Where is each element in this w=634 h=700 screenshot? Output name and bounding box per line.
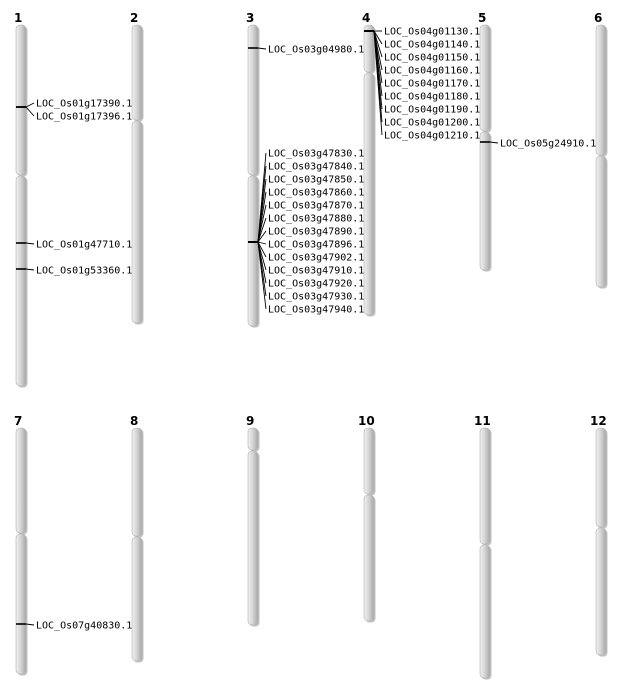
gene-label: LOC_Os01g53360.1: [36, 265, 133, 277]
gene-label: LOC_Os03g47850.1: [268, 174, 365, 186]
chromosome-6: [594, 11, 608, 289]
chromosome-arm-short: [248, 428, 258, 450]
gene-label: LOC_Os03g04980.1: [268, 44, 365, 56]
gene-label: LOC_Os04g01180.1: [384, 91, 481, 103]
gene-label: LOC_Os04g01190.1: [384, 104, 481, 116]
gene-label: LOC_Os04g01200.1: [384, 117, 481, 129]
gene-label: LOC_Os03g47870.1: [268, 200, 365, 212]
chromosome-arm-long: [16, 176, 26, 386]
chromosome-label: 2: [130, 11, 139, 25]
chromosome-2: [130, 11, 144, 325]
chromosome-arm-long: [480, 545, 490, 678]
chromosome-arm-long: [16, 534, 26, 674]
chromosome-10: [358, 414, 376, 623]
chromosome-label: 11: [474, 414, 491, 428]
gene-label: LOC_Os07g40830.1: [36, 620, 133, 632]
chromosome-arm-long: [248, 451, 258, 625]
gene-label: LOC_Os04g01160.1: [384, 65, 481, 77]
chromosome-arm-long: [480, 132, 490, 270]
gene-label: LOC_Os04g01210.1: [384, 130, 481, 142]
gene-label: LOC_Os04g01130.1: [384, 26, 481, 38]
chromosome-12: [590, 414, 608, 657]
chromosome-arm-short: [480, 428, 490, 544]
chromosome-11: [474, 414, 492, 680]
chromosome-label: 12: [590, 414, 607, 428]
chromosome-arm-short: [364, 25, 374, 72]
chromosome-arm-long: [596, 528, 606, 655]
gene-label: LOC_Os01g17396.1: [36, 111, 133, 123]
chromosome-arm-long: [248, 176, 258, 326]
chromosome-arm-long: [132, 121, 142, 323]
gene-label: LOC_Os01g47710.1: [36, 239, 133, 251]
gene-label: LOC_Os03g47930.1: [268, 291, 365, 303]
chromosome-label: 4: [362, 11, 371, 25]
chromosome-arm-long: [364, 495, 374, 621]
gene-label: LOC_Os04g01140.1: [384, 39, 481, 51]
gene-label: LOC_Os03g47860.1: [268, 187, 365, 199]
gene-label: LOC_Os03g47880.1: [268, 213, 365, 225]
chromosome-arm-short: [132, 428, 142, 536]
chromosome-label: 10: [358, 414, 375, 428]
chromosome-label: 5: [478, 11, 487, 25]
gene-label: LOC_Os03g47902.1: [268, 252, 365, 264]
gene-label: LOC_Os03g47890.1: [268, 226, 365, 238]
chromosome-label: 6: [594, 11, 603, 25]
chromosome-arm-long: [596, 156, 606, 287]
gene-label: LOC_Os03g47896.1: [268, 239, 365, 251]
chromosome-arm-short: [480, 25, 490, 131]
chromosome-arm-short: [596, 25, 606, 155]
chromosome-arm-short: [16, 25, 26, 175]
chromosome-arm-long: [364, 73, 374, 315]
chromosome-arm-short: [132, 25, 142, 120]
gene-label: LOC_Os04g01150.1: [384, 52, 481, 64]
chromosome-arm-short: [364, 428, 374, 494]
gene-label: LOC_Os03g47830.1: [268, 148, 365, 160]
chromosome-label: 9: [246, 414, 255, 428]
gene-label: LOC_Os03g47940.1: [268, 304, 365, 316]
gene-label: LOC_Os03g47840.1: [268, 161, 365, 173]
chromosome-label: 3: [246, 11, 255, 25]
chromosome-7: [14, 414, 28, 676]
chromosome-1: [14, 11, 28, 388]
chromosome-label: 8: [130, 414, 139, 428]
chromosome-label: 1: [14, 11, 23, 25]
chromosome-arm-long: [132, 537, 142, 661]
chromosome-9: [246, 414, 260, 627]
gene-label: LOC_Os04g01170.1: [384, 78, 481, 90]
chromosome-arm-short: [596, 428, 606, 527]
chromosome-label: 7: [14, 414, 23, 428]
chromosome-3: [246, 11, 260, 328]
gene-label: LOC_Os03g47920.1: [268, 278, 365, 290]
gene-label: LOC_Os01g17390.1: [36, 98, 133, 110]
gene-label: LOC_Os03g47910.1: [268, 265, 365, 277]
chromosome-arm-short: [16, 428, 26, 533]
gene-label: LOC_Os05g24910.1: [500, 138, 597, 150]
